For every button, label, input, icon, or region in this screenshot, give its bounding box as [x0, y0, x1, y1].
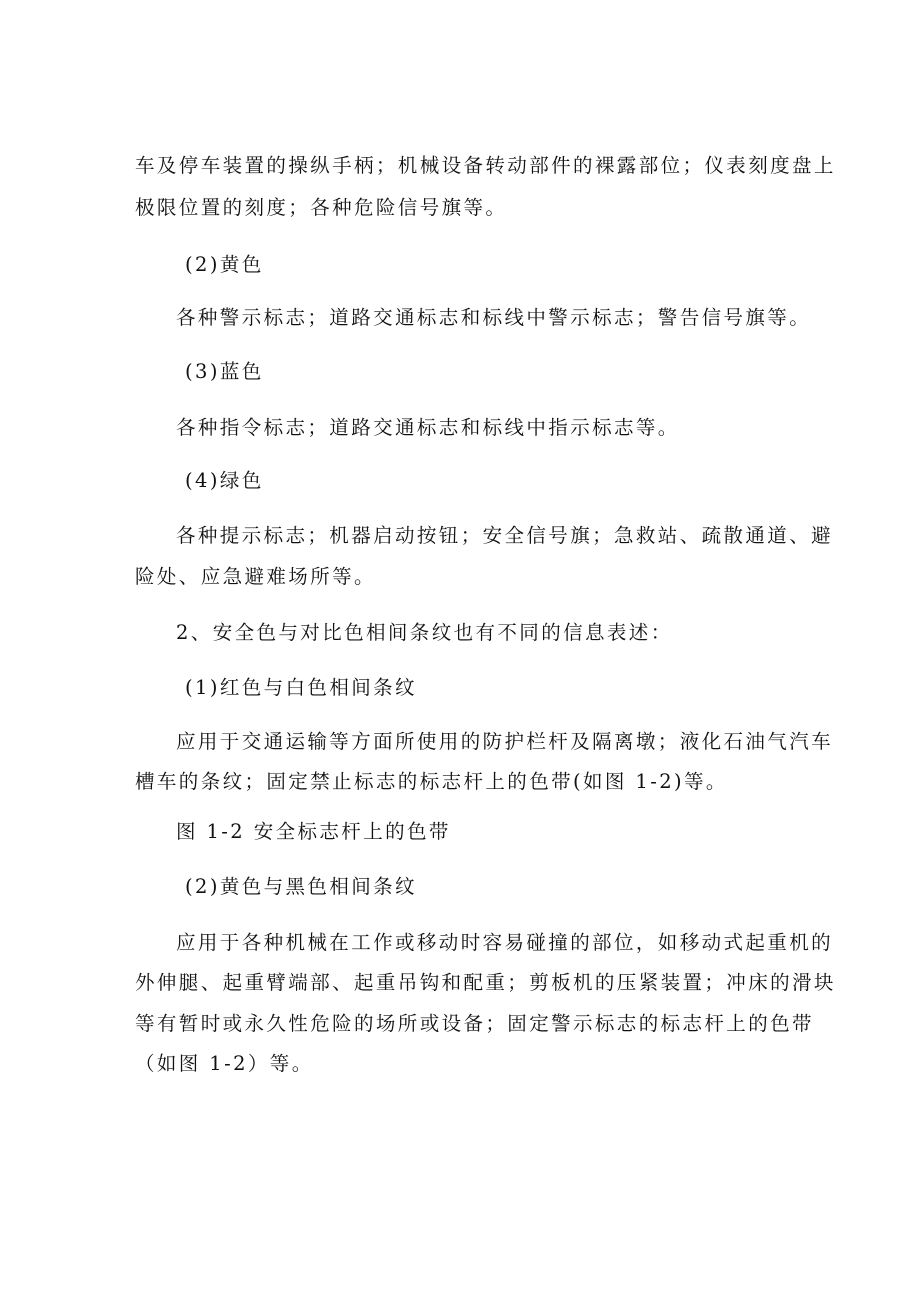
subheading-green: (4)绿色 [185, 469, 264, 492]
subheading-yellow-black: (2)黄色与黑色相间条纹 [185, 875, 417, 898]
paragraph-line: 槽车的条纹；固定禁止标志的标志杆上的色带(如图 1-2)等。 [135, 770, 728, 793]
paragraph-line: 极限位置的刻度；各种危险信号旗等。 [135, 196, 508, 219]
paragraph-line: 各种提示标志；机器启动按钮；安全信号旗；急救站、疏散通道、避 [176, 524, 834, 547]
paragraph-line: 车及停车装置的操纵手柄；机械设备转动部件的裸露部位；仪表刻度盘上 [135, 154, 836, 177]
paragraph-line: 应用于各种机械在工作或移动时容易碰撞的部位，如移动式起重机的 [176, 931, 834, 954]
paragraph-line: 各种警示标志；道路交通标志和标线中警示标志；警告信号旗等。 [176, 306, 812, 329]
paragraph-line: 险处、应急避难场所等。 [135, 565, 376, 588]
paragraph-line: 等有暂时或永久性危险的场所或设备；固定警示标志的标志杆上的色带 [135, 1012, 814, 1035]
subheading-red-white: (1)红色与白色相间条纹 [185, 676, 417, 699]
figure-caption: 图 1-2 安全标志杆上的色带 [176, 820, 451, 843]
subheading-yellow: (2)黄色 [185, 253, 264, 276]
section-heading: 2、安全色与对比色相间条纹也有不同的信息表述： [176, 621, 673, 644]
subheading-blue: (3)蓝色 [185, 360, 264, 383]
paragraph-line: 应用于交通运输等方面所使用的防护栏杆及隔离墩；液化石油气汽车 [176, 730, 834, 753]
paragraph-line: （如图 1-2）等。 [135, 1052, 314, 1075]
paragraph-line: 外伸腿、起重臂端部、起重吊钩和配重；剪板机的压紧装置；冲床的滑块 [135, 971, 836, 994]
paragraph-line: 各种指令标志；道路交通标志和标线中指示标志等。 [176, 416, 680, 439]
